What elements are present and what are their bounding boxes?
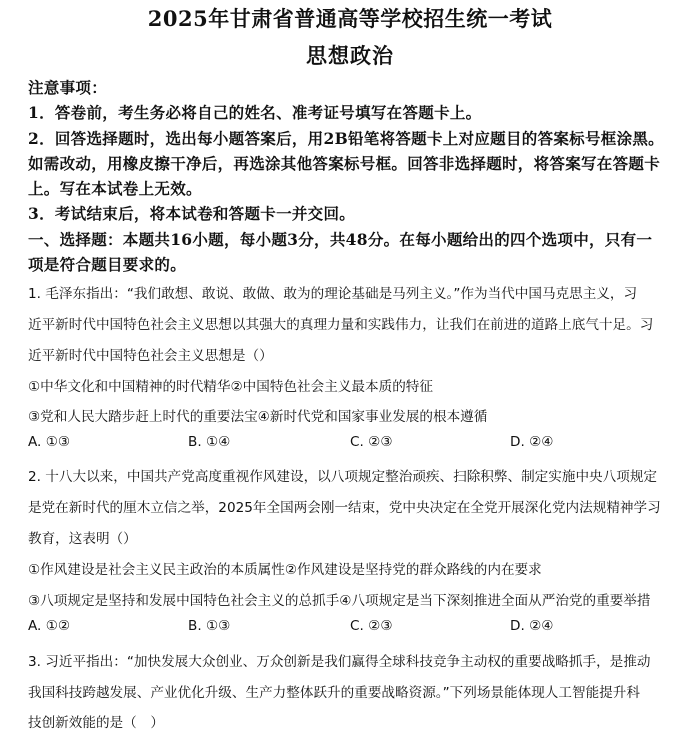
- question-stem: 是党在新时代的厘木立信之举，2025年全国两会刚一结束，党中央决定在全党开展深化党内法规精神学习: [28, 500, 661, 516]
- option-c: C. ②③: [350, 618, 393, 634]
- notice-line: 上。写在本试卷上无效。: [28, 179, 202, 198]
- question-stem: 我国科技跨越发展、产业优化升级、生产力整体跃升的重要战略资源。”下列场景能体现人工智能提升科: [28, 685, 640, 701]
- option-c: C. ②③: [350, 434, 393, 450]
- question-stem: 3. 习近平指出：“加快发展大众创业、万众创新是我们赢得全球科技竞争主动权的重要战略抓手，是推动: [28, 654, 651, 670]
- question-statement: ③八项规定是坚持和发展中国特色社会主义的总抓手④八项规定是当下深刻推进全面从严治党的重要举措: [28, 593, 651, 609]
- option-a: A. ①②: [28, 618, 71, 634]
- question-statement: ①作风建设是社会主义民主政治的本质属性②作风建设是坚持党的群众路线的内在要求: [28, 562, 542, 578]
- option-d: D. ②④: [510, 618, 554, 634]
- question-stem: 近平新时代中国特色社会主义思想以其强大的真理力量和实践伟力，让我们在前进的道路上底气十足。习: [28, 317, 654, 333]
- subject-title: 思想政治: [306, 43, 394, 68]
- notice-line: 3．考试结束后，将本试卷和答题卡一并交回。: [28, 204, 356, 223]
- option-b: B. ①③: [188, 618, 231, 634]
- question-statement: ①中华文化和中国精神的时代精华②中国特色社会主义最本质的特征: [28, 379, 433, 395]
- question-stem: 近平新时代中国特色社会主义思想是（）: [28, 348, 273, 364]
- notice-line: 1．答卷前，考生务必将自己的姓名、准考证号填写在答题卡上。: [28, 103, 482, 122]
- question-statement: ③党和人民大踏步赶上时代的重要法宝④新时代党和国家事业发展的根本遵循: [28, 409, 488, 425]
- option-d: D. ②④: [510, 434, 554, 450]
- notice-heading: 注意事项：: [28, 78, 108, 97]
- question-stem: 技创新效能的是（ ）: [28, 715, 164, 731]
- question-stem: 教育，这表明（）: [28, 531, 137, 547]
- option-a: A. ①③: [28, 434, 71, 450]
- option-b: B. ①④: [188, 434, 231, 450]
- section-heading: 一、选择题：本题共16小题，每小题3分，共48分。在每小题给出的四个选项中，只有一: [28, 230, 653, 249]
- section-heading: 项是符合题目要求的。: [28, 255, 187, 274]
- notice-line: 如需改动，用橡皮擦干净后，再选涂其他答案标号框。回答非选择题时，将答案写在答题卡: [28, 154, 661, 173]
- question-stem: 2. 十八大以来，中国共产党高度重视作风建设，以八项规定整治顽疾、扫除积弊、制定实施中央八项规定: [28, 469, 658, 485]
- notice-line: 2．回答选择题时，选出每小题答案后，用2B铅笔将答题卡上对应题目的答案标号框涂黑。: [28, 129, 664, 148]
- question-stem: 1. 毛泽东指出：“我们敢想、敢说、敢做、敢为的理论基础是马列主义。”作为当代中国马克思主义，习: [28, 286, 638, 302]
- exam-title: 2025年甘肃省普通高等学校招生统一考试: [147, 6, 553, 31]
